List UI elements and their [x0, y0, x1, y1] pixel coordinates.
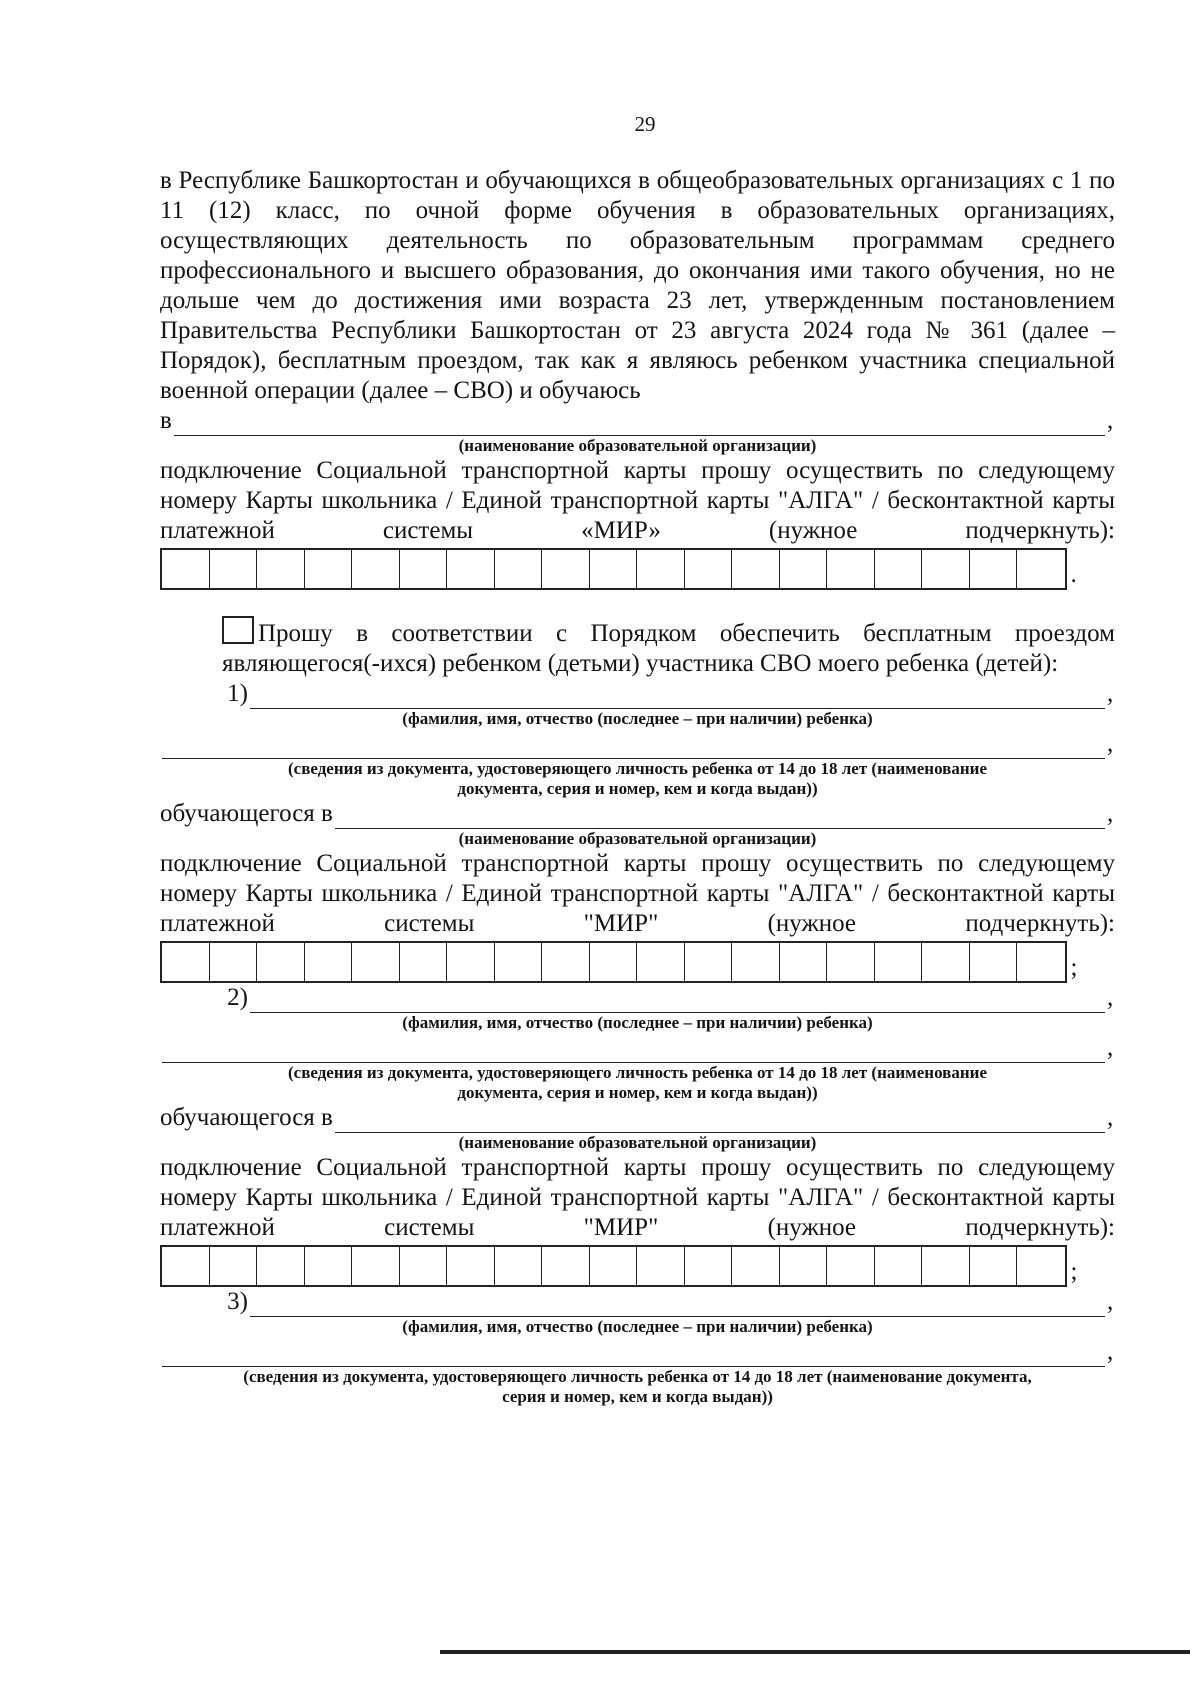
child-name-caption: (фамилия, имя, отчество (последнее – при наличии) ребенка): [402, 1013, 873, 1032]
digit-cell[interactable]: [875, 943, 923, 981]
child-doc-input-line[interactable]: [162, 736, 1105, 759]
digit-cell[interactable]: [970, 550, 1018, 588]
digit-cell[interactable]: [732, 550, 780, 588]
comma: ,: [1107, 984, 1114, 1011]
digit-cell[interactable]: [780, 1247, 828, 1285]
child-card-paragraph: подключение Социальной транспортной карты прошу осуществить по следующему номеру Карты школьника / Единой транспортной карты "АЛГА" / бесконтактной карты платежной системы "МИР" (нужное подчеркнуть):: [160, 850, 1115, 937]
comma: ,: [1107, 680, 1114, 707]
child-name-input-line[interactable]: [250, 990, 1105, 1013]
digit-cell[interactable]: [542, 943, 590, 981]
digit-cell[interactable]: [685, 550, 733, 588]
semicolon: ;: [1070, 954, 1078, 981]
digit-cell[interactable]: [352, 943, 400, 981]
digit-cell[interactable]: [637, 1247, 685, 1285]
digit-cell[interactable]: [827, 550, 875, 588]
digit-cell[interactable]: [875, 550, 923, 588]
request-text: Прошу в соответствии с Порядком обеспечить бесплатным проездом являющегося(-ихся) ребенком (детьми) участника СВО моего ребенка (детей):: [222, 620, 1115, 677]
child-name-input-line[interactable]: [250, 686, 1105, 709]
digit-cell[interactable]: [210, 550, 258, 588]
org-input-line[interactable]: [174, 413, 1105, 436]
card-number-grid[interactable]: [160, 941, 1067, 983]
child-number: 2): [227, 984, 248, 1011]
digit-cell[interactable]: [922, 943, 970, 981]
digit-cell[interactable]: [495, 1247, 543, 1285]
child-3-name-row: [160, 1287, 1115, 1317]
child-org-caption: (наименование образовательной организации): [458, 829, 817, 848]
digit-cell[interactable]: [257, 550, 305, 588]
child-2-card-cells: [160, 1245, 1115, 1287]
request-paragraph: [160, 616, 1115, 679]
intro-paragraph: в Республике Башкортостан и обучающихся в общеобразовательных организациях с 1 по 11 (12) класс, по очной форме обучения в образовательных организациях, осуществляющих деятельность по образовательным программам среднего профессионального и высшего образования, до окончания ими такого обучения, но не дольше чем до достижения ими возраста 23 лет, утвержденным постановлением Правительства Республики Башкортостан от 23 августа 2024 года № 361 (далее – Порядок), бесплатным проездом, так как я являюсь ребенком участника специальной военной операции (далее – СВО) и обучаюсь: [160, 167, 1115, 404]
child-org-input-line[interactable]: [335, 806, 1105, 829]
child-org-input-line[interactable]: [335, 1110, 1105, 1133]
request-checkbox[interactable]: [222, 616, 254, 644]
digit-cell[interactable]: [590, 1247, 638, 1285]
studying-in-label: обучающегося в: [160, 1104, 333, 1131]
digit-cell[interactable]: [922, 550, 970, 588]
digit-cell[interactable]: [495, 550, 543, 588]
card-number-cells: [160, 548, 1115, 590]
digit-cell[interactable]: [970, 943, 1018, 981]
digit-cell[interactable]: [685, 1247, 733, 1285]
digit-cell[interactable]: [1017, 943, 1065, 981]
card-number-grid[interactable]: [160, 1245, 1067, 1287]
digit-cell[interactable]: [590, 550, 638, 588]
child-2-doc-row: [160, 1033, 1115, 1063]
digit-cell[interactable]: [780, 550, 828, 588]
digit-cell[interactable]: [447, 550, 495, 588]
digit-cell[interactable]: [732, 943, 780, 981]
digit-cell[interactable]: [637, 550, 685, 588]
child-2-org-row: [160, 1103, 1115, 1133]
digit-cell[interactable]: [400, 943, 448, 981]
child-doc-input-line[interactable]: [162, 1344, 1105, 1367]
digit-cell[interactable]: [495, 943, 543, 981]
digit-cell[interactable]: [1017, 1247, 1065, 1285]
digit-cell[interactable]: [210, 1247, 258, 1285]
comma: ,: [1107, 1034, 1114, 1061]
digit-cell[interactable]: [590, 943, 638, 981]
child-name-caption: (фамилия, имя, отчество (последнее – при наличии) ребенка): [402, 709, 873, 728]
child-number: 3): [227, 1288, 248, 1315]
semicolon: ;: [1070, 1258, 1078, 1285]
digit-cell[interactable]: [875, 1247, 923, 1285]
digit-cell[interactable]: [305, 550, 353, 588]
digit-cell[interactable]: [162, 1247, 210, 1285]
child-org-caption: (наименование образовательной организации): [458, 1133, 817, 1152]
comma: ,: [1107, 1288, 1114, 1315]
child-doc-caption-1: (сведения из документа, удостоверяющего личность ребенка от 14 до 18 лет (наименование: [288, 1063, 987, 1082]
digit-cell[interactable]: [685, 943, 733, 981]
digit-cell[interactable]: [352, 1247, 400, 1285]
digit-cell[interactable]: [400, 1247, 448, 1285]
digit-cell[interactable]: [305, 1247, 353, 1285]
child-name-input-line[interactable]: [250, 1294, 1105, 1317]
footer-rule: [440, 1650, 1190, 1654]
comma: ,: [1107, 730, 1114, 757]
digit-cell[interactable]: [400, 550, 448, 588]
child-doc-caption-full-1: (сведения из документа, удостоверяющего личность ребенка от 14 до 18 лет (наименование документа,: [243, 1367, 1032, 1386]
child-1-card-cells: [160, 941, 1115, 983]
digit-cell[interactable]: [732, 1247, 780, 1285]
digit-cell[interactable]: [162, 943, 210, 981]
digit-cell[interactable]: [780, 943, 828, 981]
comma: ,: [1107, 800, 1114, 827]
comma: ,: [1107, 407, 1114, 434]
child-1-doc-row: [160, 729, 1115, 759]
digit-cell[interactable]: [970, 1247, 1018, 1285]
card-number-grid[interactable]: [160, 548, 1067, 590]
org-field-row: [160, 406, 1115, 436]
comma: ,: [1107, 1338, 1114, 1365]
studying-in-label: обучающегося в: [160, 800, 333, 827]
digit-cell[interactable]: [257, 1247, 305, 1285]
child-doc-caption-1: (сведения из документа, удостоверяющего личность ребенка от 14 до 18 лет (наименование: [288, 759, 987, 778]
child-number: 1): [227, 680, 248, 707]
child-card-paragraph: подключение Социальной транспортной карты прошу осуществить по следующему номеру Карты школьника / Единой транспортной карты "АЛГА" / бесконтактной карты платежной системы "МИР" (нужное подчеркнуть):: [160, 1154, 1115, 1241]
digit-cell[interactable]: [542, 1247, 590, 1285]
org-caption: (наименование образовательной организации): [458, 436, 817, 455]
child-name-caption: (фамилия, имя, отчество (последнее – при наличии) ребенка): [402, 1317, 873, 1336]
comma: ,: [1107, 1104, 1114, 1131]
in-label: в: [160, 407, 172, 434]
digit-cell[interactable]: [827, 943, 875, 981]
digit-cell[interactable]: [827, 1247, 875, 1285]
child-doc-caption-2: документа, серия и номер, кем и когда выдан)): [457, 779, 818, 798]
child-3-doc-row: [160, 1337, 1115, 1367]
child-doc-caption-2: документа, серия и номер, кем и когда выдан)): [457, 1083, 818, 1102]
digit-cell[interactable]: [1017, 550, 1065, 588]
child-doc-input-line[interactable]: [162, 1040, 1105, 1063]
digit-cell[interactable]: [210, 943, 258, 981]
digit-cell[interactable]: [447, 943, 495, 981]
card-paragraph: подключение Социальной транспортной карты прошу осуществить по следующему номеру Карты школьника / Единой транспортной карты "АЛГА" / бесконтактной карты платежной системы «МИР» (нужное подчеркнуть):: [160, 457, 1115, 544]
child-doc-caption-full-2: серия и номер, кем и когда выдан)): [502, 1387, 773, 1406]
digit-cell[interactable]: [637, 943, 685, 981]
digit-cell[interactable]: [922, 1247, 970, 1285]
page-number: 29: [634, 112, 656, 136]
child-1-name-row: [160, 679, 1115, 709]
digit-cell[interactable]: [257, 943, 305, 981]
digit-cell[interactable]: [305, 943, 353, 981]
child-1-org-row: [160, 799, 1115, 829]
child-2-name-row: [160, 983, 1115, 1013]
period: .: [1070, 561, 1077, 588]
digit-cell[interactable]: [542, 550, 590, 588]
digit-cell[interactable]: [162, 550, 210, 588]
digit-cell[interactable]: [352, 550, 400, 588]
form-content: [160, 166, 1115, 1407]
digit-cell[interactable]: [447, 1247, 495, 1285]
